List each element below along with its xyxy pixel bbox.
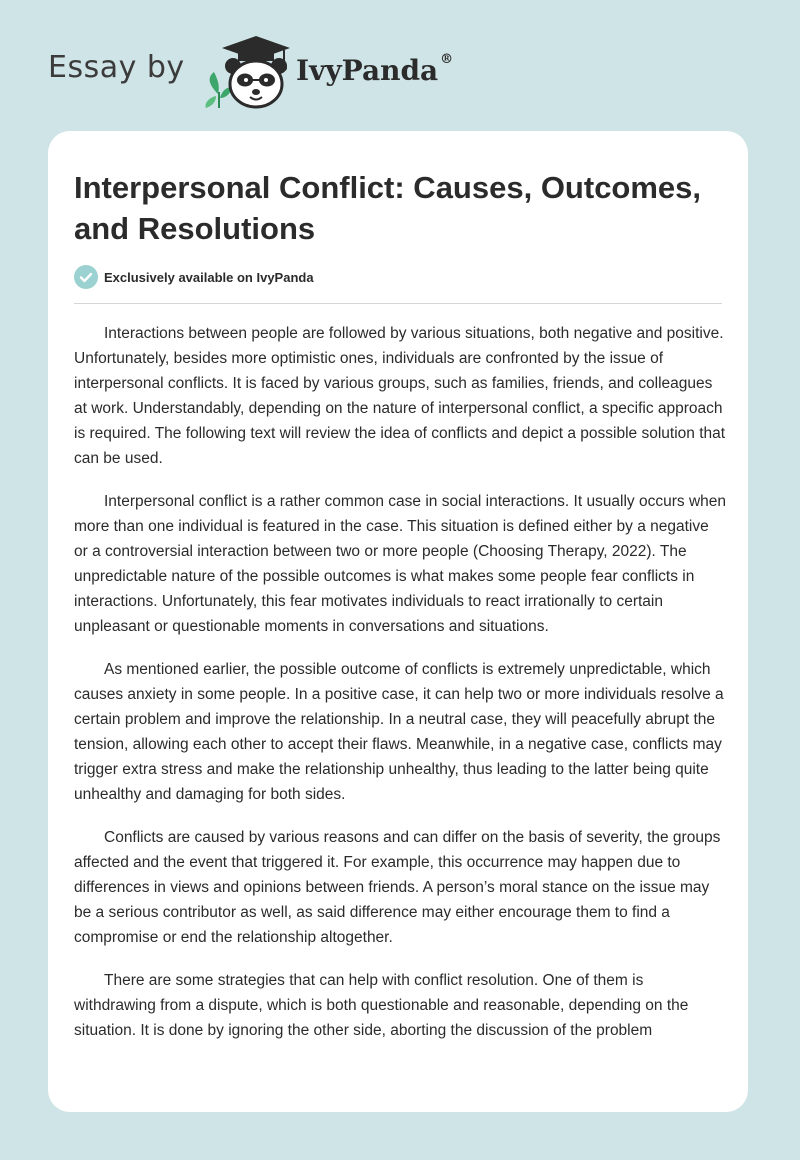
paragraph: Interpersonal conflict is a rather common case in social interactions. It usually occurs when more than one individual is featured in the case. This situation is defined either by a negative or a controversial interaction between two or more people (Choosing Therapy, 2022). The unpredictable nature of the possible outcomes is what makes some people fear conflicts in interactions. Unfortunately, this fear motivates individuals to react irrationally to certain unpleasant or questionable moments in conversations and situations.: [74, 493, 727, 635]
page-title: Interpersonal Conflict: Causes, Outcomes, and Resolutions: [74, 170, 702, 246]
essay-card: [48, 131, 748, 1112]
registered-mark: ®: [440, 52, 454, 67]
checkmark-circle-icon: [74, 265, 98, 289]
brand-name[interactable]: [296, 54, 453, 87]
brand-label: IvyPanda: [296, 54, 439, 87]
paragraph: As mentioned earlier, the possible outcome of conflicts is extremely unpredictable, which causes anxiety in some people. In a positive case, it can help two or more individuals resolve a certain problem and improve the relationship. In a neutral case, they will peacefully abrupt the tension, allowing each other to accept their flaws. Meanwhile, in a negative case, conflicts may trigger extra stress and make the relationship unhealthy, thus leading to the latter being quite unhealthy and damaging for both sides.: [74, 661, 724, 803]
essay-by-label: Essay by: [48, 50, 185, 85]
paragraph: Conflicts are caused by various reasons and can differ on the basis of severity, the groups affected and the event that triggered it. For example, this occurrence may happen due to differences in views and opinions between friends. A person’s moral stance on the issue may be a serious contributor as well, as said difference may either encourage them to find a compromise or end the relationship altogether.: [74, 829, 721, 946]
site-header: [0, 0, 800, 130]
exclusive-badge-label: Exclusively available on IvyPanda: [104, 269, 314, 285]
paragraph: Interactions between people are followed by various situations, both negative and positive. Unfortunately, besides more optimistic ones, individuals are confronted by the issue of interpersonal conflicts. It is faced by various groups, such as families, friends, and colleagues at work. Understandably, depending on the nature of interpersonal conflict, a specific approach is required. The following text will review the idea of conflicts and depict a possible solution that can be used.: [74, 325, 726, 467]
essay-body: [74, 321, 726, 1061]
exclusive-badge: [74, 265, 314, 289]
leaf-icon: [205, 72, 232, 108]
panda-graduate-logo-icon[interactable]: [200, 34, 292, 110]
paragraph: There are some strategies that can help with conflict resolution. One of them is withdrawing from a dispute, which is both questionable and reasonable, depending on the situation. It is done by ignoring the other side, aborting the discussion of the problem: [74, 972, 689, 1039]
divider: [74, 303, 722, 304]
panda-face-icon: [225, 58, 287, 107]
